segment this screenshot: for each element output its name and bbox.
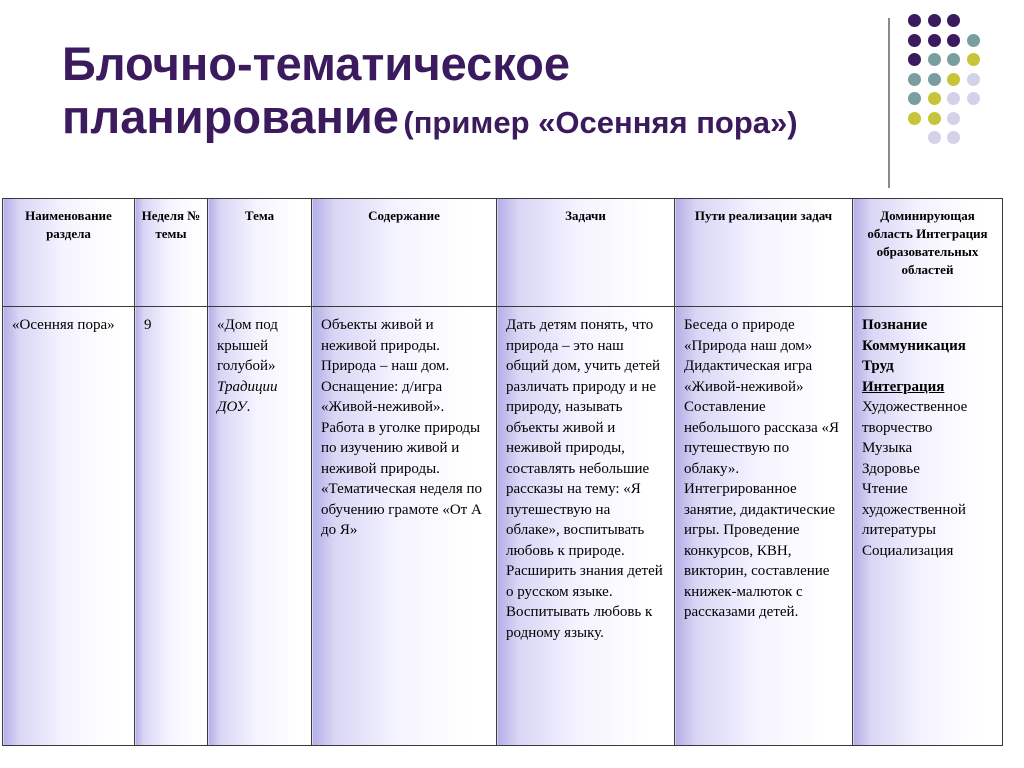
area: Художественное творчество (862, 399, 968, 436)
decorative-dot (928, 112, 941, 125)
header-cell: Содержание (312, 199, 497, 307)
area: Чтение художественной литературы (862, 481, 966, 538)
decorative-dot (967, 53, 980, 66)
area: Здоровье (862, 460, 920, 477)
cell-week: 9 (135, 307, 208, 746)
decorative-dot (947, 112, 960, 125)
header-cell: Наименование раздела (3, 199, 135, 307)
slide-title (62, 38, 862, 143)
content-line: Объекты живой и неживой природы. (321, 317, 440, 354)
decorative-dot (947, 34, 960, 47)
decorative-dot (928, 92, 941, 105)
planning-table (2, 198, 1003, 746)
header-cell: Пути реализации задач (675, 199, 853, 307)
ways-line: Интегрированное занятие, дидактические игры. (684, 481, 836, 538)
ways-line: Дидактическая игра «Живой-неживой» (684, 358, 813, 395)
ways-line: Беседа о природе «Природа наш дом» (684, 317, 813, 354)
header-cell: Тема (208, 199, 312, 307)
decorative-dot (928, 53, 941, 66)
decorative-dots (908, 14, 1018, 164)
content-line: Природа – наш дом. (321, 358, 450, 374)
cell-areas (853, 307, 1003, 746)
decorative-dot (947, 53, 960, 66)
area: Социализация (862, 542, 954, 559)
decorative-dot (908, 14, 921, 27)
cell-tasks: Дать детям понять, что природа – это наш общий дом, учить детей различать природу и не природу, называть объекты живой и неживой природы, составлять небольшие рассказы на тему: «Я путешествую на облаке», воспитывать любовь к природе. Расширить знания детей о русском языке. Воспитывать любовь к родному языку. (497, 307, 675, 746)
decorative-dot (908, 112, 921, 125)
content-line: «Тематическая неделя по обучению грамоте «От А до Я» (321, 481, 483, 538)
decorative-dot (928, 131, 941, 144)
cell-section: «Осенняя пора» (3, 307, 135, 746)
title-line-2-wrap (62, 91, 862, 144)
header-cell: Неделя № темы (135, 199, 208, 307)
ways-line: Проведение конкурсов, КВН, викторин, составление книжек-малюток с рассказами детей. (684, 522, 830, 620)
decorative-divider (888, 18, 890, 188)
decorative-dot (908, 92, 921, 105)
decorative-dot (908, 53, 921, 66)
cell-content (312, 307, 497, 746)
title-subtitle: (пример «Осенняя пора») (403, 104, 798, 140)
cell-ways (675, 307, 853, 746)
decorative-dot (928, 14, 941, 27)
decorative-dot (947, 14, 960, 27)
decorative-dot (928, 73, 941, 86)
decorative-dot (967, 34, 980, 47)
header-cell: Доминирующая область Интеграция образовательных областей (853, 199, 1003, 307)
decorative-dot (928, 34, 941, 47)
cell-theme (208, 307, 312, 746)
theme-title: «Дом под крышей голубой» (217, 317, 278, 374)
ways-line: Составление небольшого рассказа «Я путешествую по облаку». (684, 399, 840, 477)
title-line-1: Блочно-тематическое (62, 37, 571, 90)
area-bold: Познание (862, 317, 928, 333)
area-bold: Труд (862, 358, 894, 374)
area: Музыка (862, 440, 913, 456)
decorative-dot (967, 92, 980, 105)
decorative-dot (947, 131, 960, 144)
decorative-dot (908, 73, 921, 86)
area-integration: Интеграция (862, 378, 945, 395)
content-line: Оснащение: д/игра «Живой-неживой». (321, 378, 445, 415)
title-line-2: планирование (62, 89, 399, 143)
table-row (3, 307, 1003, 746)
area-bold: Коммуникация (862, 337, 966, 354)
theme-period: . (246, 399, 251, 415)
content-line: Работа в уголке природы по изучению живой и неживой природы. (321, 419, 481, 477)
decorative-dot (947, 92, 960, 105)
decorative-dot (967, 73, 980, 86)
theme-italic: Традиции ДОУ (217, 378, 278, 415)
decorative-dot (908, 34, 921, 47)
decorative-dot (947, 73, 960, 86)
table-header-row (3, 199, 1003, 307)
header-cell: Задачи (497, 199, 675, 307)
